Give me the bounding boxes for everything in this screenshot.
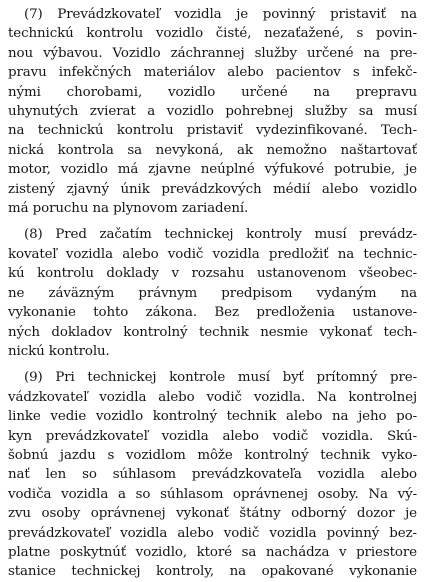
paragraph-7	[8, 5, 417, 218]
text-line: vodiča vozidla a so súhlasom oprávnenej osoby. Na vý-	[8, 486, 417, 502]
text-line: nická kontrola sa nevykoná, ak nemožno naštartovať	[8, 142, 417, 158]
text-line: nickú kontrolu.	[8, 343, 110, 359]
paragraph-9	[8, 368, 417, 581]
text-line: kú kontrolu doklady v rozsahu ustanovenom všeobec-	[8, 266, 417, 282]
text-line: stanice technickej kontroly, na opakované vykonanie	[8, 564, 417, 580]
text-line: motor, vozidlo má zjavne neúplné výfukové potrubie, je	[8, 162, 417, 178]
text-line: kovateľ vozidla alebo vodič vozidla predložiť na technic-	[8, 246, 417, 262]
text-line: vádzkovateľ vozidla alebo vodič vozidla. Na kontrolnej	[8, 389, 417, 405]
text-line: nať len so súhlasom prevádzkovateľa vozidla alebo	[8, 467, 417, 483]
text-line: (7) Prevádzkovateľ vozidla je povinný pristaviť na	[24, 7, 417, 22]
text-line: vykonanie tohto zákona. Bez predloženia ustanove-	[8, 305, 417, 321]
text-line: (8) Pred začatím technickej kontroly musí prevádz-	[24, 227, 417, 243]
text-line: uhynutých zvierat a vozidlo pohrebnej služby sa musí	[8, 104, 417, 120]
text-line: nými chorobami, vozidlo určené na prepravu	[8, 84, 417, 100]
text-line: zvu osoby oprávnenej vykonať štátny odborný dozor je	[8, 506, 417, 522]
text-line: na technickú kontrolu pristaviť vydezinfikované. Tech-	[8, 123, 417, 139]
text-line: ných dokladov kontrolný technik nesmie vykonať tech-	[8, 324, 417, 340]
text-line: linke vedie vozidlo kontrolný technik alebo na jeho po-	[8, 409, 417, 425]
text-line: (9) Pri technickej kontrole musí byť prítomný pre-	[24, 370, 417, 386]
text-line: zistený zjavný únik prevádzkových médií alebo vozidlo	[8, 181, 417, 197]
text-line: šobnú jazdu s vozidlom môže kontrolný technik vyko-	[8, 447, 417, 463]
text-line: platne poskytnúť vozidlo, ktoré sa nachádza v priestore	[8, 544, 417, 560]
text-line: prevádzkovateľ vozidla alebo vodič vozidla povinný bez-	[8, 525, 417, 541]
text-line: pravu infekčných materiálov alebo pacientov s infekč-	[8, 65, 417, 81]
text-line: nou výbavou. Vozidlo záchrannej služby určené na pre-	[8, 45, 417, 61]
text-line: kyn prevádzkovateľ vozidla alebo vodič vozidla. Skú-	[8, 428, 417, 444]
text-line: má poruchu na plynovom zariadení.	[8, 201, 249, 217]
text-line: ne záväzným právnym predpisom vydaným na	[8, 285, 417, 301]
text-line: technickú kontrolu vozidlo čisté, nezaťažené, s povin-	[8, 26, 417, 42]
paragraph-8	[8, 225, 417, 361]
